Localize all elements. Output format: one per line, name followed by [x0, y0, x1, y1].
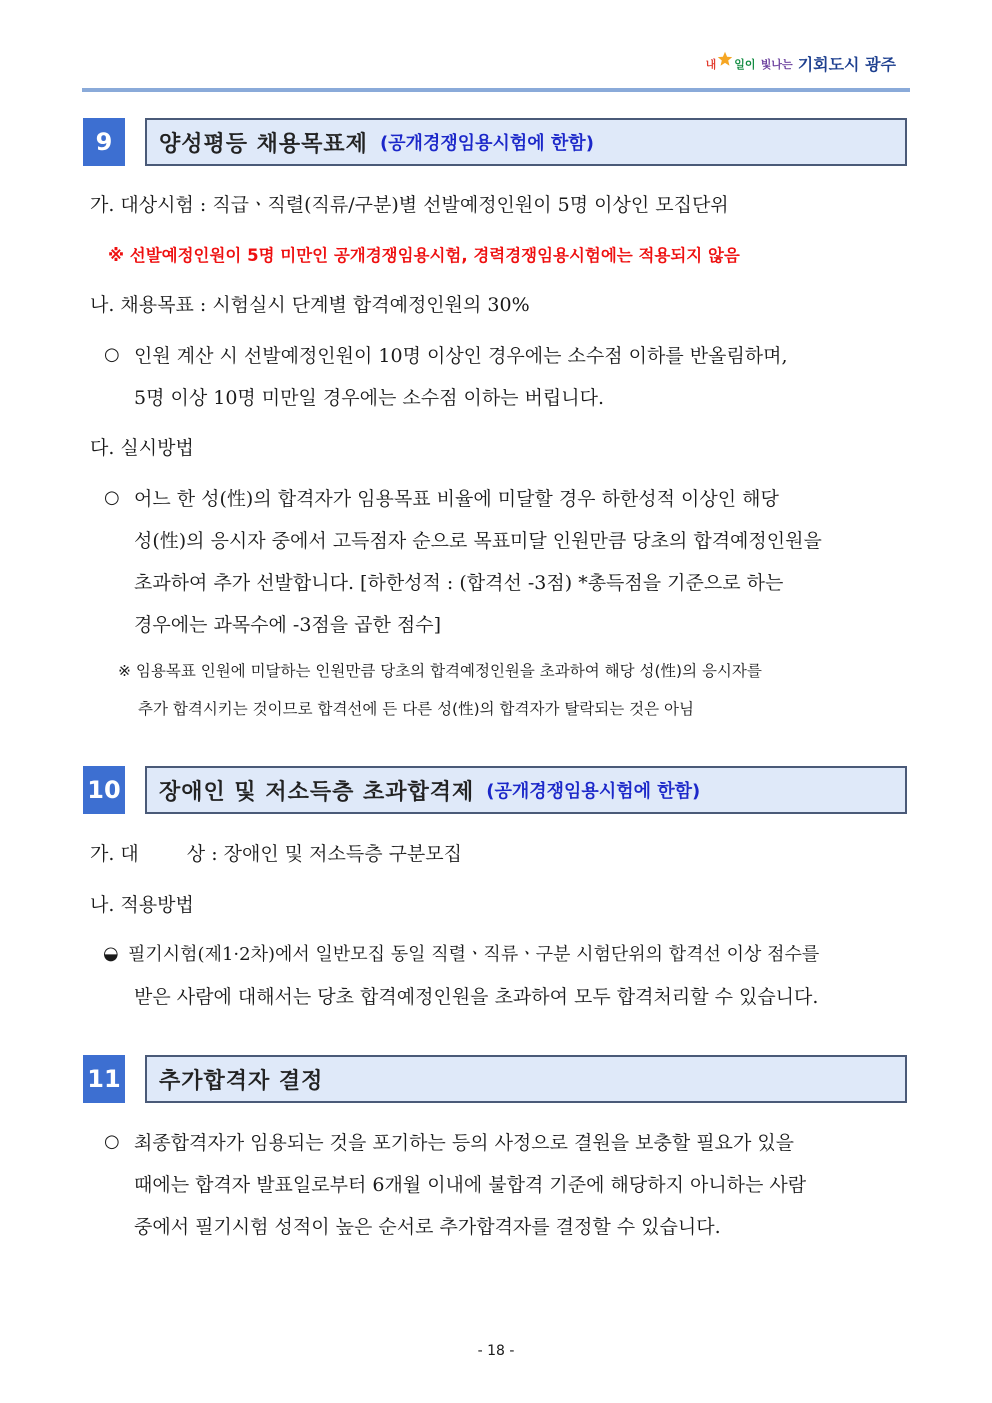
- section-number: 11: [83, 1055, 125, 1103]
- section-title: 장애인 및 저소득층 초과합격제: [159, 779, 475, 805]
- section-10-header: [83, 766, 907, 814]
- section-title-box: [145, 118, 907, 166]
- logo-text-1: 내: [705, 57, 717, 71]
- page-number: - 18 -: [477, 1343, 515, 1359]
- bullet-text: 필기시험(제1·2차)에서 일반모집 동일 직렬ㆍ직류ㆍ구분 시험단위의 합격선 이상 점수를: [128, 944, 820, 965]
- logo-text-2: 일이: [734, 57, 756, 71]
- item-a-target-exam: 가. 대상시험 : 직급ㆍ직렬(직류/구분)별 선발예정인원이 5명 이상인 모집단위: [90, 194, 729, 216]
- circle-bullet-icon: ○: [104, 487, 120, 508]
- section-title-box: [145, 1055, 907, 1103]
- bullet-text: 초과하여 추가 선발합니다. [하한성적 : (합격선 -3점) *총득점을 기준으로 하는: [134, 572, 784, 594]
- bullet-text: 최종합격자가 임용되는 것을 포기하는 등의 사정으로 결원을 보충할 필요가 있을: [134, 1132, 795, 1154]
- circle-bullet-icon: ○: [104, 344, 120, 365]
- bullet-text: 받은 사람에 대해서는 당초 합격예정인원을 초과하여 모두 합격처리할 수 있습니다.: [134, 986, 819, 1008]
- city-logo: [706, 52, 896, 75]
- item-b-application: 나. 적용방법: [90, 894, 194, 916]
- note-text: ※ 임용목표 인원에 미달하는 인원만큼 당초의 합격예정인원을 초과하여 해당 성(性)의 응시자를: [118, 662, 762, 680]
- section-number: 9: [83, 118, 125, 166]
- star-icon: [717, 51, 733, 67]
- red-note: ※ 선발예정인원이 5명 미만인 공개경쟁임용시험, 경력경쟁임용시험에는 적용되지 않음: [108, 246, 740, 265]
- item-a-target: [90, 842, 462, 866]
- section-subtitle: (공개경쟁임용시험에 한함): [486, 781, 701, 802]
- section-number: 10: [83, 766, 125, 814]
- bullet-text: 5명 이상 10명 미만일 경우에는 소수점 이하는 버립니다.: [134, 387, 605, 409]
- item-b-target-ratio: 나. 채용목표 : 시험실시 단계별 합격예정인원의 30%: [90, 294, 530, 316]
- bullet-text: 성(性)의 응시자 중에서 고득점자 순으로 목표미달 인원만큼 당초의 합격예정인원을: [134, 530, 822, 552]
- circle-bullet-icon: ○: [104, 1131, 120, 1152]
- section-9-header: [83, 118, 907, 166]
- bullet-text: 경우에는 과목수에 -3점을 곱한 점수]: [134, 614, 442, 636]
- note-text: 추가 합격시키는 것이므로 합격선에 든 다른 성(性)의 합격자가 탈락되는 것은 아님: [138, 700, 695, 718]
- logo-text-3: 빛나는: [760, 57, 793, 71]
- section-title: 양성평등 채용목표제: [159, 131, 368, 157]
- header-rule: [82, 88, 910, 92]
- section-title-box: [145, 766, 907, 814]
- bullet-text: 어느 한 성(性)의 합격자가 임용목표 비율에 미달할 경우 하한성적 이상인 해당: [134, 488, 779, 510]
- half-filled-circle-icon: ◒: [103, 943, 119, 964]
- bullet-text: 때에는 합격자 발표일로부터 6개월 이내에 불합격 기준에 해당하지 아니하는 사람: [134, 1174, 807, 1196]
- bullet-text: 중에서 필기시험 성적이 높은 순서로 추가합격자를 결정할 수 있습니다.: [134, 1216, 721, 1238]
- item-a-prefix: 가. 대: [90, 843, 139, 865]
- logo-text-4: 기회도시 광주: [797, 55, 896, 74]
- item-a-suffix: 상 : 장애인 및 저소득층 구분모집: [186, 843, 462, 865]
- section-11-header: [83, 1055, 907, 1103]
- section-subtitle: (공개경쟁임용시험에 한함): [379, 133, 594, 154]
- bullet-text: 인원 계산 시 선발예정인원이 10명 이상인 경우에는 소수점 이하를 반올림하며,: [134, 345, 788, 367]
- item-c-method: 다. 실시방법: [90, 437, 194, 459]
- section-title: 추가합격자 결정: [159, 1068, 324, 1094]
